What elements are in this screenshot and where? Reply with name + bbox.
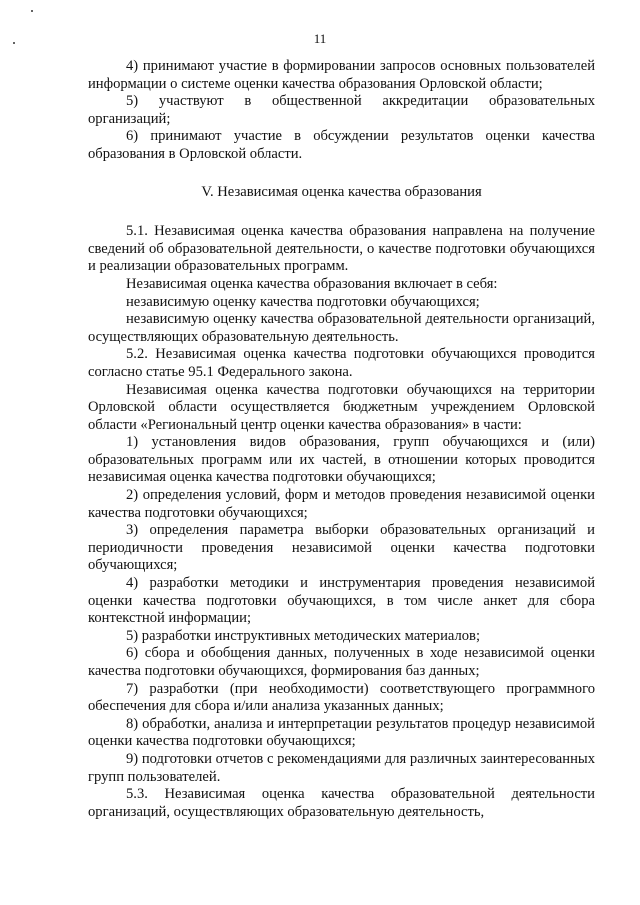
scan-speck bbox=[31, 10, 33, 12]
paragraph: независимую оценку качества образовательной деятельности организаций, осуществляющих образовательную деятельность. bbox=[88, 311, 595, 345]
list-item: 8) обработки, анализа и интерпретации результатов процедур независимой оценки качества подготовки обучающихся; bbox=[88, 715, 595, 750]
list-item: 4) разработки методики и инструментария проведения независимой оценки качества подготовки обучающихся, в том числе анкет для сбора контекстной информации; bbox=[88, 575, 595, 627]
paragraph-5-1: 5.1. Независимая оценка качества образования направлена на получение сведений об образовательной деятельности, о качестве подготовки обучающихся и реализации образовательных программ. bbox=[88, 223, 595, 275]
paragraph: Независимая оценка качества подготовки обучающихся на территории Орловской области осуществляется бюджетным учреждением Орловской области «Региональный центр оценки качества образования» в части: bbox=[88, 381, 595, 433]
list-item: 7) разработки (при необходимости) соответствующего программного обеспечения для сбора и/или анализа указанных данных; bbox=[88, 680, 595, 715]
paragraph: Независимая оценка качества образования включает в себя: bbox=[126, 275, 498, 292]
list-item: 9) подготовки отчетов с рекомендациями для различных заинтересованных групп пользователей. bbox=[88, 750, 595, 785]
paragraph-5-2: 5.2. Независимая оценка качества подготовки обучающихся проводится согласно статье 95.1 Федерального закона. bbox=[88, 346, 595, 380]
list-item: 5) участвуют в общественной аккредитации образовательных организаций; bbox=[88, 93, 595, 127]
list-item: 6) принимают участие в обсуждении результатов оценки качества образования в Орловской области. bbox=[88, 128, 595, 162]
document-body bbox=[88, 58, 595, 821]
page-number: 11 bbox=[313, 31, 327, 46]
paragraph-5-3: 5.3. Независимая оценка качества образовательной деятельности организаций, осуществляющих образовательную деятельность, bbox=[88, 786, 595, 820]
list-item: 1) установления видов образования, групп обучающихся и (или) образовательных программ или их частей, в отношении которых проводится независимая оценка качества подготовки обучающихся; bbox=[88, 434, 595, 486]
list-item: 2) определения условий, форм и методов проведения независимой оценки качества подготовки обучающихся; bbox=[88, 487, 595, 521]
paragraph: независимую оценку качества подготовки обучающихся; bbox=[126, 293, 480, 310]
list-item: 3) определения параметра выборки образовательных организаций и периодичности проведения независимой оценки качества подготовки обучающихся; bbox=[88, 522, 595, 574]
list-item: 4) принимают участие в формировании запросов основных пользователей информации о системе оценки качества образования Орловской области; bbox=[88, 58, 595, 92]
list-item: 5) разработки инструктивных методических материалов; bbox=[126, 627, 481, 644]
list-item: 6) сбора и обобщения данных, полученных в ходе независимой оценки качества подготовки обучающихся, формирования баз данных; bbox=[88, 645, 595, 679]
section-heading: V. Независимая оценка качества образования bbox=[201, 183, 482, 200]
